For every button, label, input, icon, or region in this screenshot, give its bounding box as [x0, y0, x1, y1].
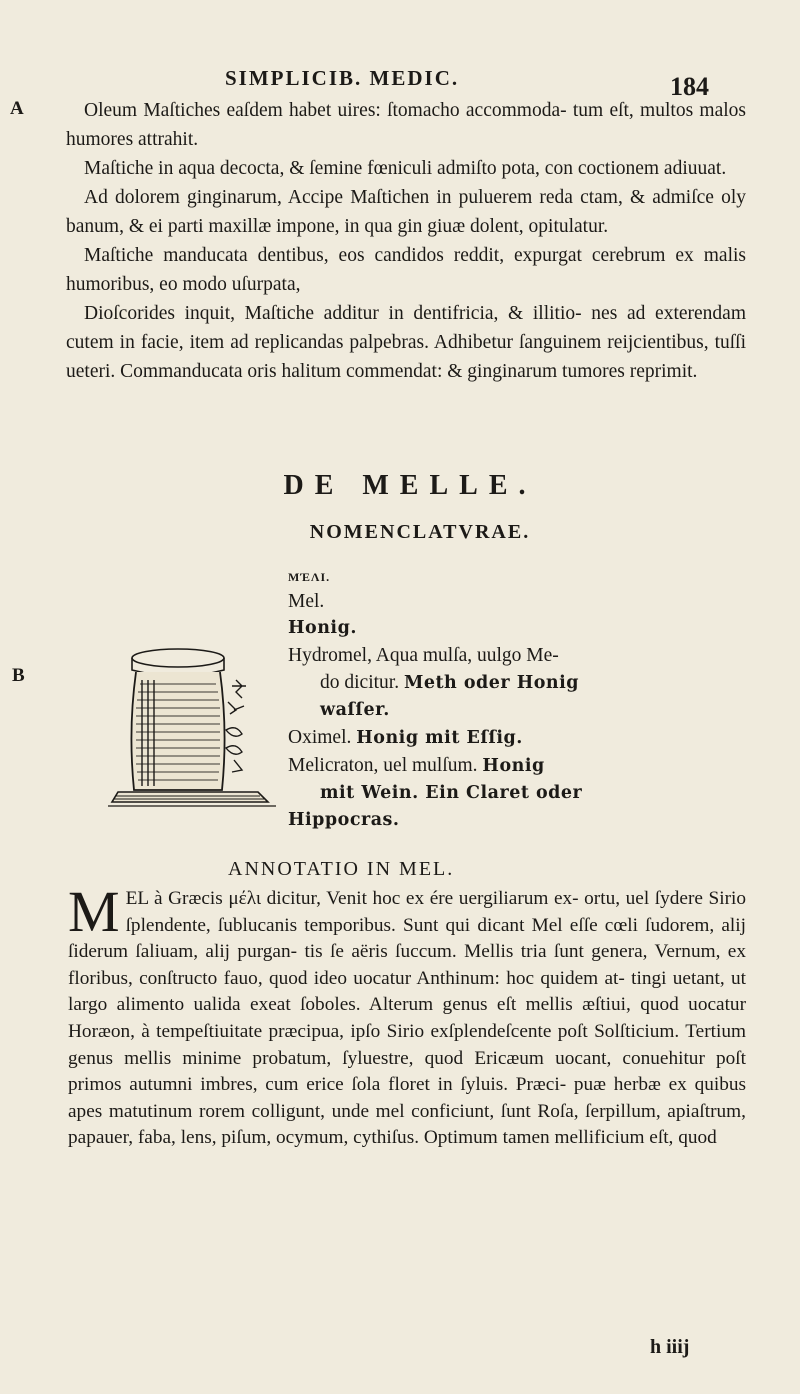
hydromel-entry: Hydromel, Aqua mulſa, uulgo Me- [288, 645, 559, 666]
page-number: 184 [670, 72, 709, 101]
mastiche-text [66, 96, 746, 386]
greek-name: ΜΈΛΙ. [288, 570, 331, 584]
body-paragraph: Maſtiche manducata dentibus, eos candidos reddit, expurgat cerebrum ex malis humoribus, eo modo uſurpata, [66, 245, 746, 295]
oximel-german: Honig mit Eſſig. [356, 728, 523, 748]
oximel-latin: Oximel. [288, 727, 352, 748]
hydromel-german: Meth oder Honig [403, 673, 580, 693]
signature-mark: h iiij [650, 1336, 690, 1358]
hydromel-latin: do dicitur. [320, 672, 400, 693]
melicraton-german-end: Hippocras. [288, 810, 400, 830]
section-title: DE MELLE. [283, 470, 537, 501]
annotation-heading: ANNOTATIO IN MEL. [228, 858, 455, 880]
nomenclature-list [288, 566, 748, 834]
section-subtitle: NOMENCLATVRAE. [309, 521, 531, 543]
annotation-text [68, 879, 746, 1152]
page-header [0, 66, 800, 101]
oximel-entry [288, 724, 748, 752]
german-name: Honig. [288, 618, 357, 638]
body-paragraph: Maſtiche in aqua decocta, & ſemine fœniculi admiſto pota, con coctionem adiuuat. [84, 158, 727, 179]
hydromel-entry-cont [288, 669, 748, 697]
drop-cap: M [68, 879, 120, 944]
hydromel-german-cont: waſſer. [320, 700, 390, 720]
margin-letter-b: B [12, 665, 25, 686]
body-paragraph: Ad dolorem ginginarum, Accipe Maſtichen in puluerem reda ctam, & admiſce oly banum, & ei parti maxillæ impone, in qua gin giuæ dolent, opitulatur. [66, 187, 746, 237]
margin-letter-a: A [10, 98, 24, 119]
latin-name: Mel. [288, 591, 325, 612]
melicraton-latin: Melicraton, uel mulſum. [288, 755, 478, 776]
body-paragraph: Dioſcorides inquit, Maſtiche additur in dentifricia, & illitio- nes ad exterendam cutem in facie, item ad replicandas palpebras. Adhibetur ſanguinem reijcientibus, tuſſi ueteri. Commanducata oris halitum commendat: & ginginarum tumores reprimit. [66, 303, 746, 382]
melicraton-german: Honig [482, 756, 545, 776]
body-paragraph: Oleum Maſtiches eaſdem habet uires: ſtomacho accommoda- tum eſt, multos malos humores attrahit. [66, 100, 746, 150]
melicraton-german-cont: mit Wein. Ein Claret oder [320, 783, 583, 803]
honey-jar-icon [108, 640, 278, 812]
melicraton-entry [288, 752, 748, 780]
annotation-body: EL à Græcis μέλι dicitur, Venit hoc ex ére uergiliarum ex- ortu, uel ſydere Sirio ſplendente, ſublucanis temporibus. Sunt qui dicant Mel eſſe cœli ſudorem, alij ſiderum ſaliuam, alij purgan- tis ſe aëris ſuccum. Mellis tria ſunt genera, Vernum, ex floribus, conſtructo fauo, quod ideo uocatur Anthinum: hoc quidem at- tingi uetant, ut largo alimento ualida exeat ſoboles. Alterum genus eſt mellis æſtiui, quod uocatur Horæon, à tempeſtiuitate præcipua, ipſo Sirio exſplendeſcente poſt Solſticium. Tertium genus mellis minime probatum, ſyluestre, quod Ericæum uocant, conuehitur poſt primos autumni imbres, cum erice ſola floret in ſyluis. Præci- puæ herbæ ex quibus apes matutinum rorem colligunt, unde mel conficiunt, ſunt Roſa, ſerpillum, apiaſtrum, papauer, faba, lens, piſum, ocymum, cythiſus. Optimum tamen mellificium eſt, quod [68, 888, 746, 1149]
running-head: SIMPLICIB. MEDIC. [225, 66, 460, 90]
